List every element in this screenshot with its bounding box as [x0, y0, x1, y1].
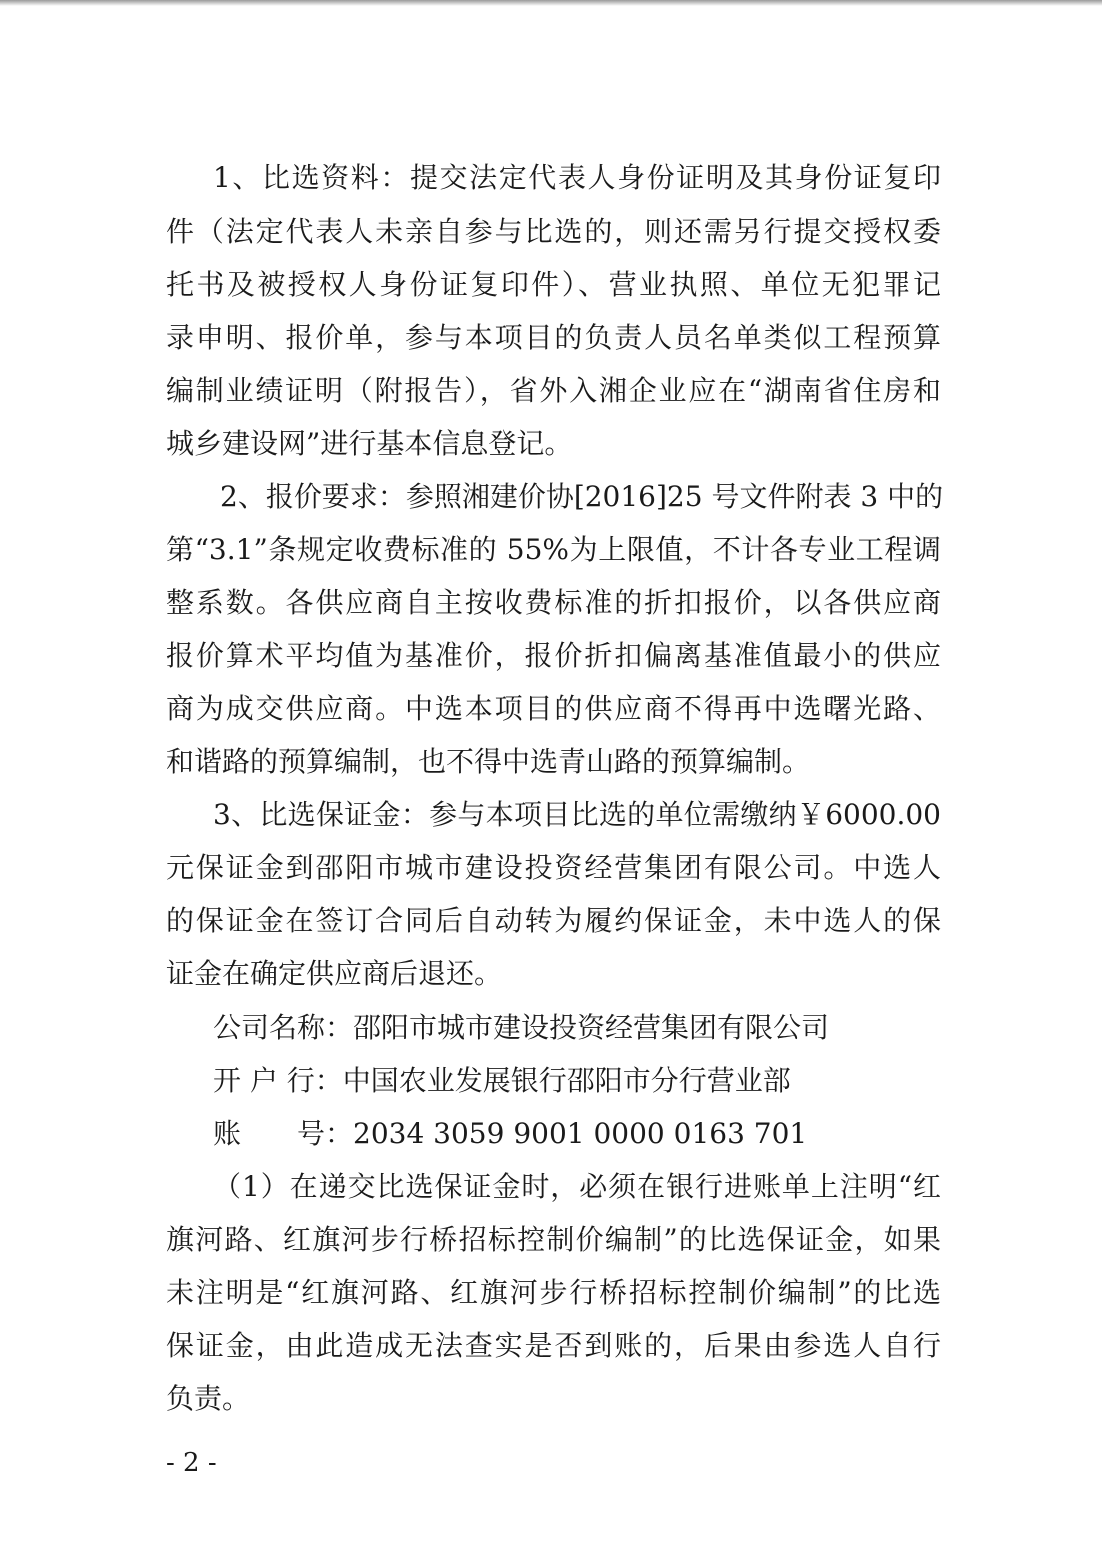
company-name: 公司名称：邵阳市城市建设投资经营集团有限公司	[213, 1011, 830, 1044]
note-line-4: 保证金，由此造成无法查实是否到账的，后果由参选人自行	[166, 1329, 941, 1362]
deposit-line-4: 证金在确定供应商后退还。	[166, 957, 503, 990]
materials-line-5: 编制业绩证明（附报告），省外入湘企业应在“湖南省住房和	[166, 374, 941, 407]
materials-line-1: 1、比选资料：提交法定代表人身份证明及其身份证复印	[213, 161, 941, 194]
materials-line-4: 录申明、报价单，参与本项目的负责人员名单类似工程预算	[166, 321, 941, 354]
quote-line-3: 整系数。各供应商自主按收费标准的折扣报价，以各供应商	[166, 586, 941, 619]
materials-line-3: 托书及被授权人身份证复印件）、营业执照、单位无犯罪记	[166, 268, 941, 301]
deposit-line-1: 3、比选保证金：参与本项目比选的单位需缴纳￥6000.00	[213, 798, 941, 831]
account-label: 账 号：	[213, 1117, 354, 1150]
page-number: - 2 -	[166, 1448, 217, 1478]
account-number: 2034 3059 9001 0000 0163 701	[353, 1117, 808, 1150]
quote-line-5: 商为成交供应商。中选本项目的供应商不得再中选曙光路、	[166, 692, 941, 725]
note-line-5: 负责。	[166, 1382, 251, 1415]
bank-name: 开 户 行：中国农业发展银行邵阳市分行营业部	[213, 1064, 791, 1097]
deposit-line-2: 元保证金到邵阳市城市建设投资经营集团有限公司。中选人	[166, 851, 941, 884]
note-line-3: 未注明是“红旗河路、红旗河步行桥招标控制价编制”的比选	[166, 1276, 941, 1309]
note-line-1: （1）在递交比选保证金时，必须在银行进账单上注明“红	[213, 1170, 941, 1203]
quote-line-6: 和谐路的预算编制，也不得中选青山路的预算编制。	[166, 745, 811, 778]
account-row	[213, 1114, 913, 1154]
note-line-2: 旗河路、红旗河步行桥招标控制价编制”的比选保证金，如果	[166, 1223, 941, 1256]
quote-line-4: 报价算术平均值为基准价，报价折扣偏离基准值最小的供应	[166, 639, 941, 672]
materials-line-2: 件（法定代表人未亲自参与比选的，则还需另行提交授权委	[166, 215, 941, 248]
quote-line-2: 第“3.1”条规定收费标准的 55%为上限值，不计各专业工程调	[166, 533, 941, 566]
quote-line-1: 2、报价要求：参照湘建价协[2016]25 号文件附表 3 中的	[220, 480, 944, 513]
materials-line-6: 城乡建设网”进行基本信息登记。	[166, 427, 573, 460]
deposit-line-3: 的保证金在签订合同后自动转为履约保证金，未中选人的保	[166, 904, 941, 937]
